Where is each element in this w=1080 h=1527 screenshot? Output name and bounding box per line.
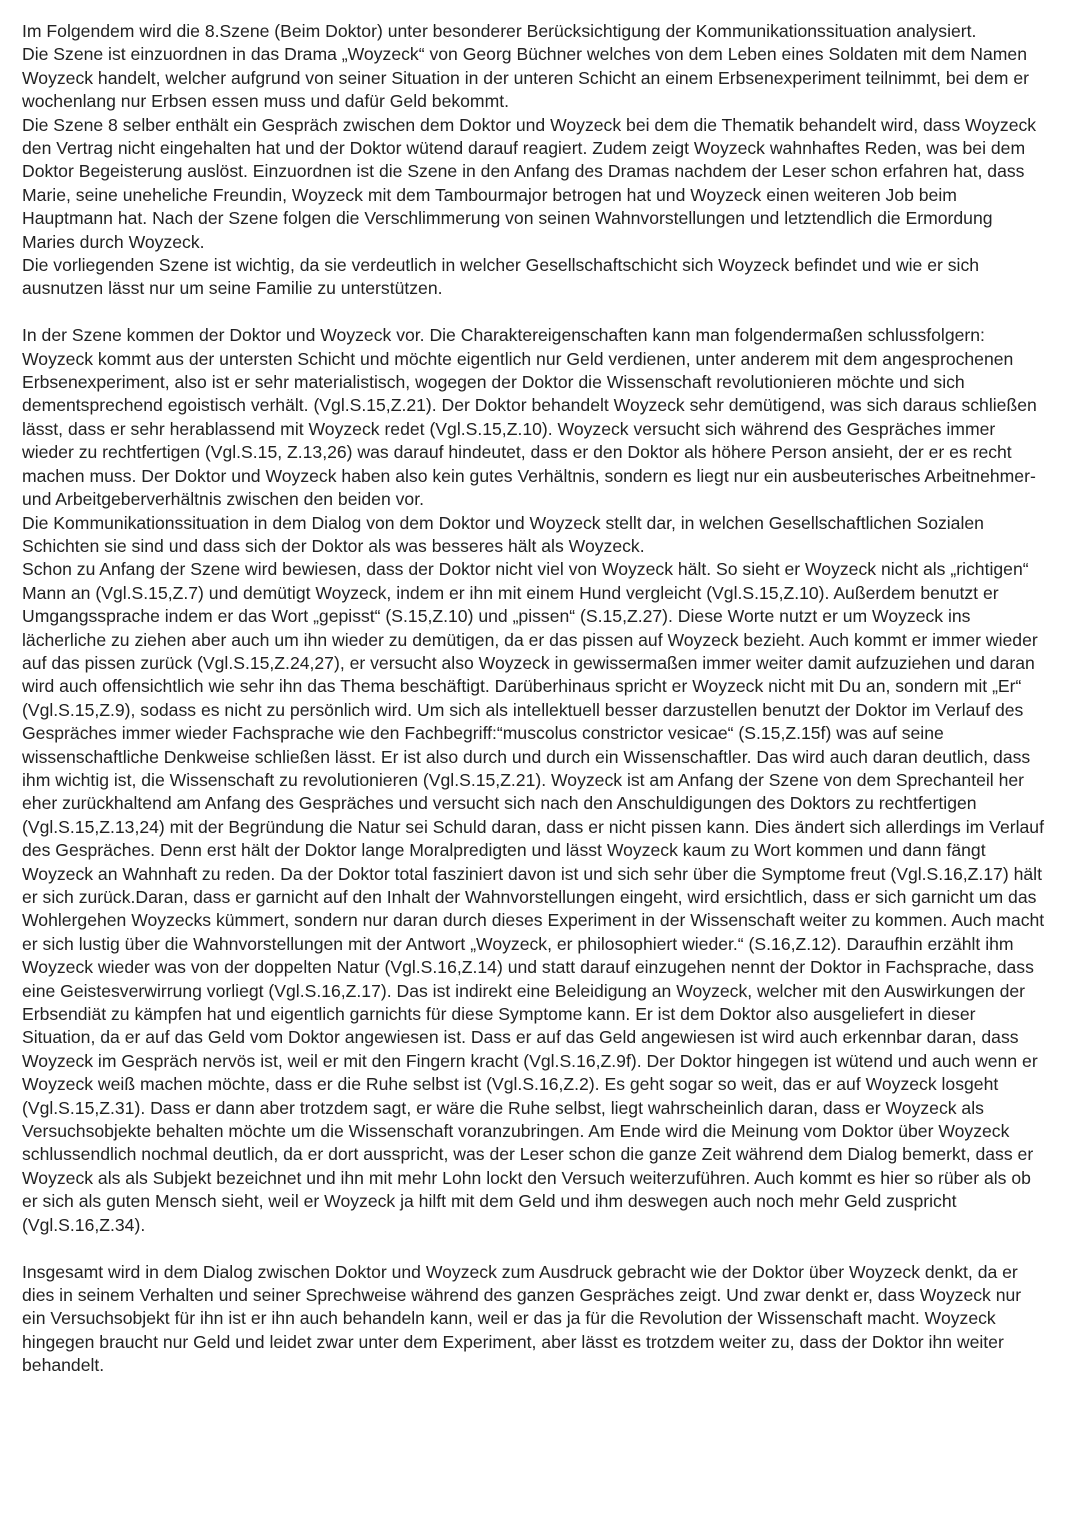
paragraph-intro: Im Folgendem wird die 8.Szene (Beim Doktor) unter besonderer Berücksichtigung der Kommunikationssituation analysiert. <box>22 21 977 41</box>
paragraph-characters: In der Szene kommen der Doktor und Woyzeck vor. Die Charaktereigenschaften kann man folgendermaßen schlussfolgern: Woyzeck kommt aus der untersten Schicht und möchte eigentlich nur Geld verdienen, unter anderem mit dem angesprochenen Erbsenexperiment, also ist er sehr materialistisch, wogegen der Doktor die Wissenschaft revolutionieren möchte und sich dementsprechend egoistisch verhält. (Vgl.S.15,Z.21). Der Doktor behandelt Woyzeck sehr demütigend, was sich daraus schließen lässt, dass er sehr herablassend mit Woyzeck redet (Vgl.S.15,Z.10). Woyzeck versucht sich während des Gespräches immer wieder zu rechtfertigen (Vgl.S.15, Z.13,26) was darauf hindeutet, dass er den Doktor als höhere Person ansieht, der er es recht machen muss. Der Doktor und Woyzeck haben also kein gutes Verhältnis, sondern es liegt nur ein ausbeuterisches Arbeitnehmer- und Arbeitgeberverhältnis zwischen den beiden vor. <box>22 325 1037 510</box>
paragraph-spacer <box>22 301 1047 324</box>
paragraph-conclusion: Insgesamt wird in dem Dialog zwischen Doktor und Woyzeck zum Ausdruck gebracht wie der Doktor über Woyzeck denkt, da er dies in seinem Verhalten und seiner Sprechweise während des ganzen Gespräches zeigt. Und zwar denkt er, dass Woyzeck nur ein Versuchsobjekt für ihn ist er ihn auch behandeln kann, weil er das ja für die Revolution der Wissenschaft macht. Woyzeck hingegen braucht nur Geld und leidet zwar unter dem Experiment, aber lässt es trotzdem weiter zu, dass der Doktor ihn weiter behandelt. <box>22 1261 1022 1376</box>
paragraph-context: Die Szene ist einzuordnen in das Drama „Woyzeck“ von Georg Büchner welches von dem Leben eines Soldaten mit dem Namen Woyzeck handelt, welcher aufgrund von seiner Situation in der unteren Schicht an einem Erbsenexperiment teilnimmt, bei dem er wochenlang nur Erbsen essen muss und dafür Geld bekommt. <box>22 44 1029 112</box>
paragraph-scene-content: Die Szene 8 selber enthält ein Gespräch zwischen dem Doktor und Woyzeck bei dem die Thematik behandelt wird, dass Woyzeck den Vertrag nicht eingehalten hat und der Doktor wütend darauf reagiert. Zudem zeigt Woyzeck wahnhaftes Reden, was bei dem Doktor Begeisterung auslöst. Einzuordnen ist die Szene in den Anfang des Dramas nachdem der Leser schon erfahren hat, dass Marie, seine uneheliche Freundin, Woyzeck mit dem Tambourmajor betrogen hat und Woyzeck einen weiteren Job beim Hauptmann hat. Nach der Szene folgen die Verschlimmerung von seinen Wahnvorstellungen und letztendlich die Ermordung Maries durch Woyzeck. <box>22 114 1037 252</box>
paragraph-analysis: Schon zu Anfang der Szene wird bewiesen, dass der Doktor nicht viel von Woyzeck hält. So sieht er Woyzeck nicht als „richtigen“ Mann an (Vgl.S.15,Z.7) und demütigt Woyzeck, indem er ihn mit einem Hund vergleicht (Vgl.S.15,Z.10). Außerdem benutzt er Umgangssprache indem er das Wort „gepisst“ (S.15,Z.10) und „pissen“ (S.15,Z.27). Diese Worte nutzt er um Woyzeck ins lächerliche zu ziehen aber auch um ihn wieder zu demütigen, da er das pissen auf Woyzeck bezieht. Auch kommt er immer wieder auf das pissen zurück (Vgl.S.15,Z.24,27), er versucht also Woyzeck in gewissermaßen immer weiter damit aufzuziehen und daran wird auch offensichtlich wie sehr ihn das Thema beschäftigt. Darüberhinaus spricht er Woyzeck nicht mit Du an, sondern mit „Er“ (Vgl.S.15,Z.9), sodass es nicht zu persönlich wird. Um sich als intellektuell besser darzustellen benutzt der Doktor im Verlauf des Gespräches immer wieder Fachsprache wie den Fachbegriff:“muscolus constrictor vesicae“ (S.15,Z.15f) was auf seine wissenschaftliche Denkweise schließen lässt. Er ist also durch und durch ein Wissenschaftler. Das wird auch daran deutlich, dass ihm wichtig ist, die Wissenschaft zu revolutionieren (Vgl.S.15,Z.21). Woyzeck ist am Anfang der Szene von dem Sprechanteil her eher zurückhaltend am Anfang des Gespräches und versucht sich nach den Anschuldigungen des Doktors zu rechtfertigen (Vgl.S.15,Z.13,24) mit der Begründung die Natur sei Schuld daran, dass er nicht pissen kann. Dies ändert sich allerdings im Verlauf des Gespräches. Denn erst hält der Doktor lange Moralpredigten und lässt Woyzeck kaum zu Wort kommen und dann fängt Woyzeck an Wahnhaft zu reden. Da der Doktor total fasziniert davon ist und sich sehr über die Symptome freut (Vgl.S.16,Z.17) hält er sich zurück.Daran, dass er garnicht auf den Inhalt der Wahnvorstellungen eingeht, wird ersichtlich, dass er sich garnicht um das Wohlergehen Woyzecks kümmert, sondern nur daran durch dieses Experiment in der Wissenschaft weiter zu kommen. Auch macht er sich lustig über die Wahnvorstellungen mit der Antwort „Woyzeck, er philosophiert wieder.“ (S.16,Z.12). Daraufhin erzählt ihm Woyzeck wieder was von der doppelten Natur (Vgl.S.16,Z.14) und statt darauf einzugehen nennt der Doktor in Fachsprache, dass eine Geistesverwirrung vorliegt (Vgl.S.16,Z.17). Das ist indirekt eine Beleidigung an Woyzeck, welcher mit den Auswirkungen der Erbsendiät zu kämpfen hat und eigentlich garnichts für diese Symptome kann. Er ist dem Doktor also ausgeliefert in dieser Situation, da er auf das Geld vom Doktor angewiesen ist. Dass er auf das Geld angewiesen ist wird auch erkennbar daran, dass Woyzeck im Gespräch nervös ist, weil er mit den Fingern kracht (Vgl.S.16,Z.9f). Der Doktor hingegen ist wütend und auch wenn er Woyzeck weiß machen möchte, dass er die Ruhe selbst ist (Vgl.S.16,Z.2). Es geht sogar so weit, das er auf Woyzeck losgeht (Vgl.S.15,Z.31). Dass er dann aber trotzdem sagt, er wäre die Ruhe selbst, liegt wahrscheinlich daran, dass er Woyzeck als Versuchsobjekte behalten möchte um die Wissenschaft voranzubringen. Am Ende wird die Meinung vom Doktor über Woyzeck schlussendlich nochmal deutlich, da er dort ausspricht, was der Leser schon die ganze Zeit während dem Dialog bemerkt, dass er Woyzeck als als Subjekt bezeichnet und ihn mit mehr Lohn lockt den Versuch weiterzuführen. Auch kommt es hier so rüber als ob er sich als guten Mensch sieht, weil er Woyzeck ja hilft mit dem Geld und ihm deswegen auch noch mehr Geld zuspricht (Vgl.S.16,Z.34). <box>22 559 1045 1235</box>
paragraph-importance: Die vorliegenden Szene ist wichtig, da sie verdeutlich in welcher Gesellschaftschicht sich Woyzeck befindet und wie er sich ausnutzen lässt nur um seine Familie zu unterstützen. <box>22 255 980 299</box>
paragraph-spacer <box>22 1237 1047 1260</box>
paragraph-communication-thesis: Die Kommunikationssituation in dem Dialog von dem Doktor und Woyzeck stellt dar, in welchen Gesellschaftlichen Sozialen Schichten sie sind und dass sich der Doktor als was besseres hält als Woyzeck. <box>22 512 984 556</box>
document-page <box>22 20 1047 1378</box>
